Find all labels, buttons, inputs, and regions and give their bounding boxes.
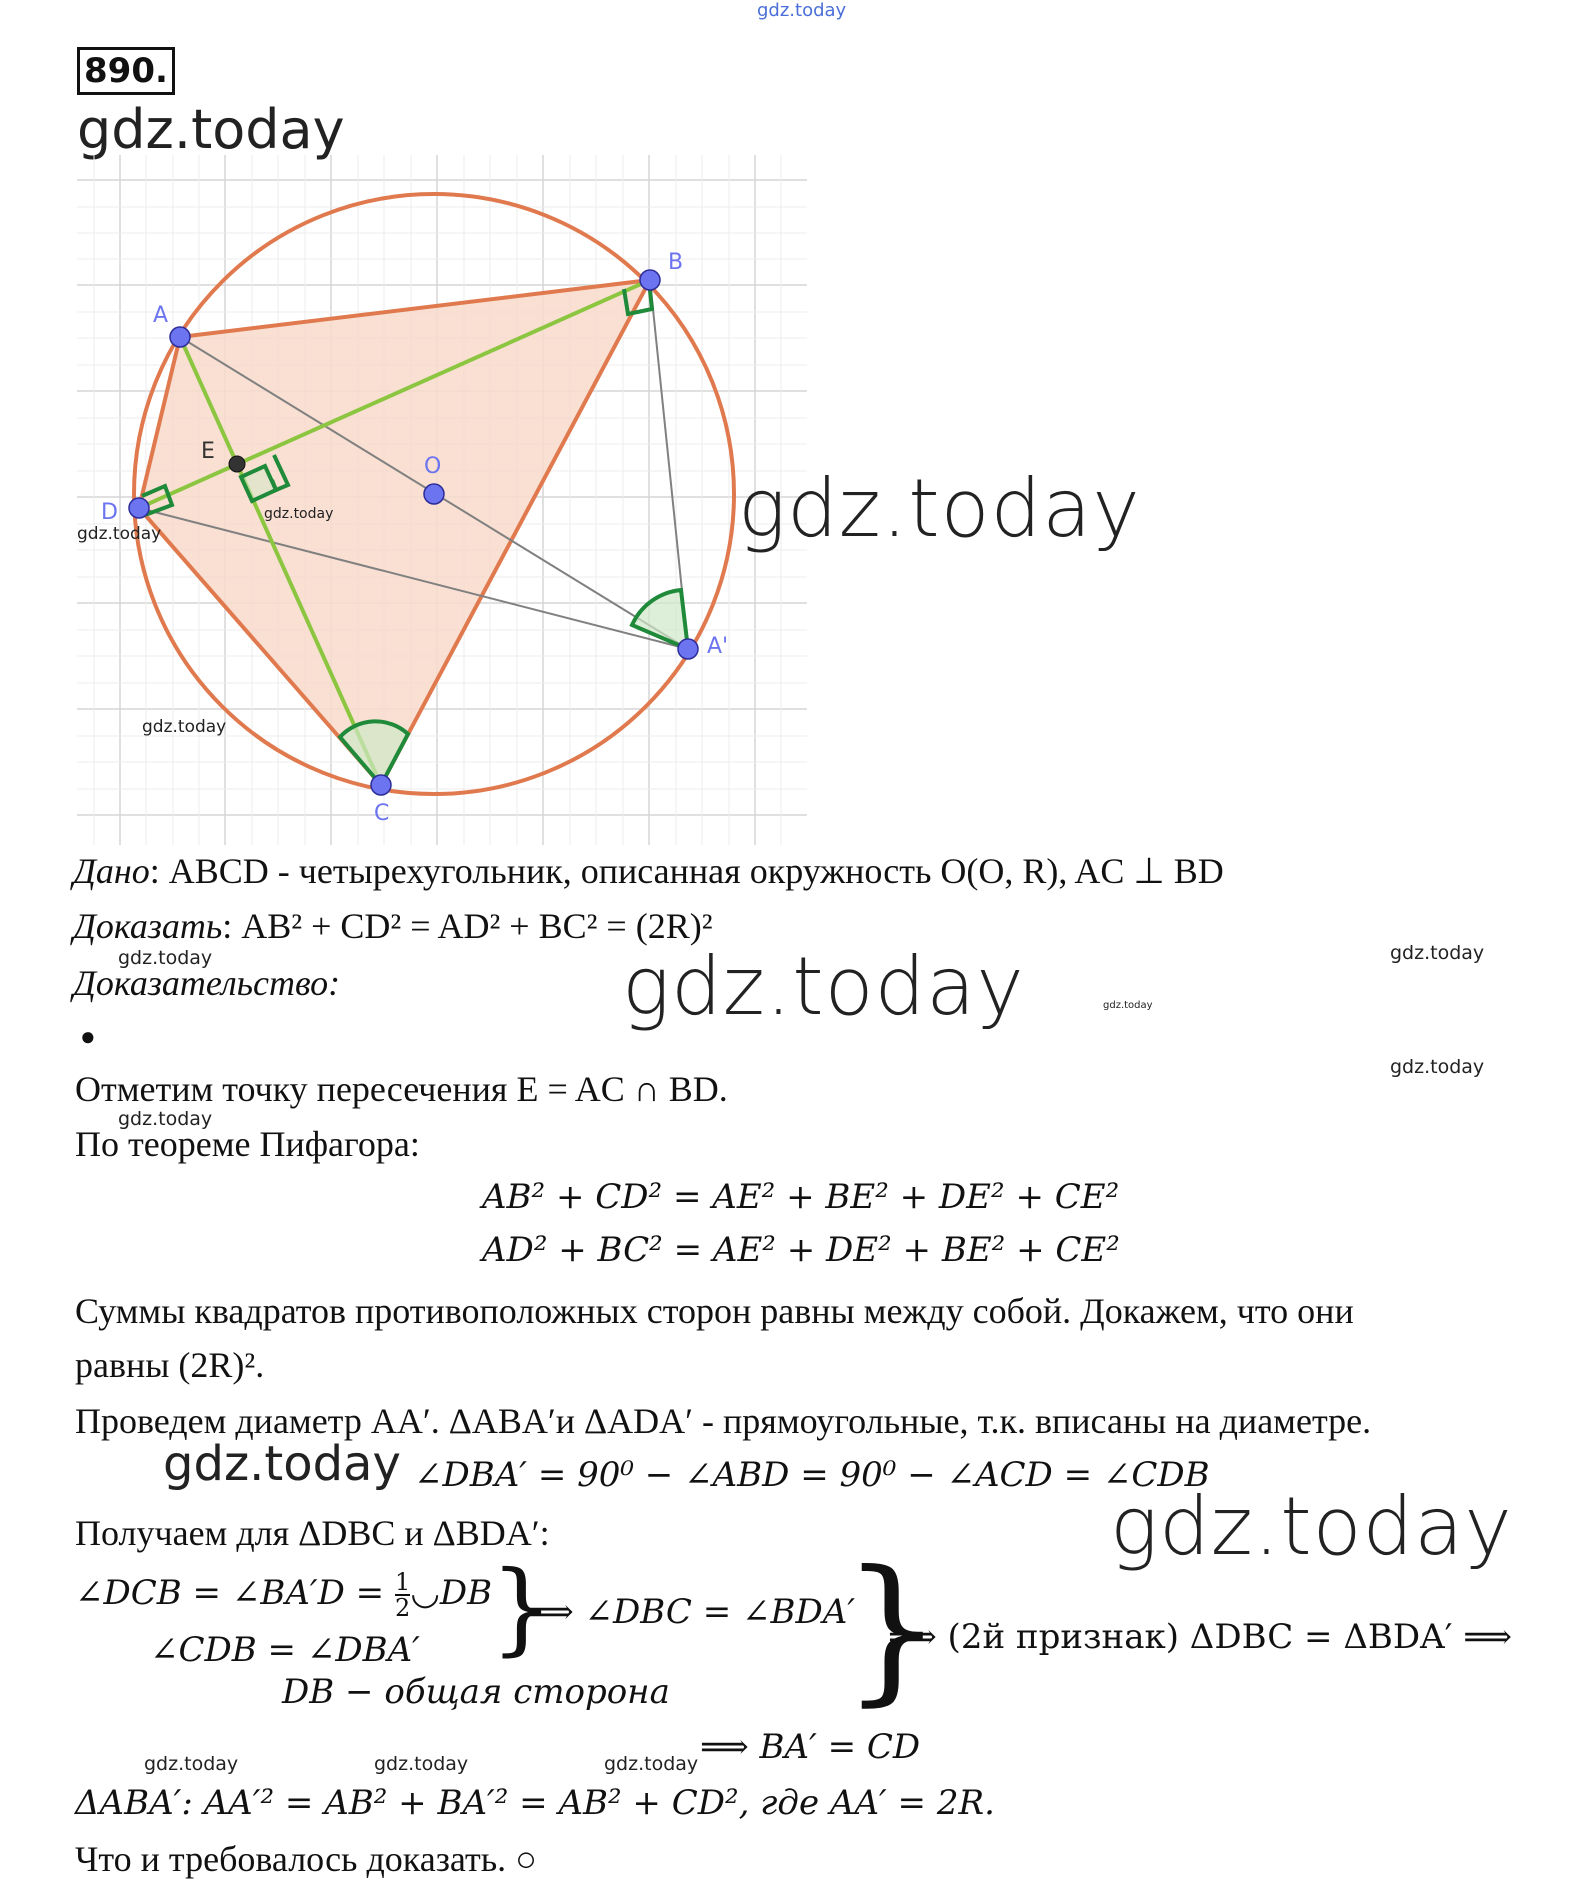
label-O: O: [424, 454, 442, 479]
label-C: C: [374, 801, 390, 826]
watermark: gdz.today: [1390, 942, 1485, 964]
system-middle: ⟹ ∠DBC = ∠BDA′: [525, 1592, 856, 1632]
system-line-2: ∠CDB = ∠DBA′: [150, 1630, 420, 1670]
equation-1: AB² + CD² = AE² + BE² + DE² + CE²: [482, 1177, 1120, 1217]
label-B: B: [668, 250, 684, 275]
system-line-1-left: ∠DCB = ∠BA′D =: [75, 1573, 385, 1613]
watermark: gdz.today: [264, 506, 334, 522]
given-body: : ABCD - четырехугольник, описанная окружность O(O, R), AC ⊥ BD: [149, 851, 1224, 891]
system-line-3: DB − общая сторона: [282, 1672, 670, 1712]
fraction-half: [395, 1570, 410, 1620]
text-line-5: Получаем для ΔDBC и ΔBDA′:: [75, 1513, 550, 1553]
equation-2: AD² + BC² = AE² + DE² + BE² + CE²: [482, 1230, 1120, 1270]
right-brace-inner: }: [490, 1549, 554, 1666]
watermark: gdz.today: [1110, 1480, 1513, 1573]
watermark: gdz.today: [77, 98, 345, 161]
geometry-figure: [77, 155, 807, 845]
watermark: gdz.today: [374, 1753, 469, 1775]
text-line-6: ⟹ BA′ = CD: [700, 1727, 921, 1767]
label-A: A: [153, 303, 169, 328]
problem-number: 890.: [77, 47, 175, 95]
proof-label: Доказательство:: [73, 963, 341, 1003]
watermark: gdz.today: [144, 1753, 239, 1775]
system-line-1-right: ◡DB: [410, 1573, 493, 1613]
label-E: E: [201, 439, 215, 464]
watermark: gdz.today: [163, 1436, 401, 1492]
watermark: gdz.today: [1390, 1056, 1485, 1078]
bullet: ●: [80, 1022, 96, 1051]
watermark: gdz.today: [142, 717, 227, 737]
header-watermark: gdz.today: [757, 0, 847, 21]
text-line-3a: Суммы квадратов противоположных сторон равны между собой. Докажем, что они: [75, 1291, 1354, 1331]
text-line-4: Проведем диаметр AA′. ΔABA′и ΔADA′ - прямоугольные, т.к. вписаны на диаметре.: [75, 1401, 1372, 1441]
point-D: [129, 498, 149, 518]
prove-label: Доказать: [73, 906, 223, 946]
label-D: D: [101, 500, 118, 525]
watermark: gdz.today: [1103, 1000, 1153, 1011]
system-line-1: [75, 1570, 492, 1620]
text-line-8: Что и требовалось доказать. ○: [75, 1839, 537, 1879]
given-label: Дано: [73, 851, 150, 891]
point-E: [229, 456, 245, 472]
point-O: [424, 484, 444, 504]
watermark: gdz.today: [118, 947, 213, 969]
text-line-3b: равны (2R)².: [75, 1345, 265, 1385]
system-result: ⟹ (2й признак) ΔDBC = ΔBDA′ ⟹: [888, 1617, 1512, 1657]
point-A-prime: [678, 639, 698, 659]
watermark: gdz.today: [118, 1108, 213, 1130]
watermark: gdz.today: [622, 940, 1025, 1033]
watermark: gdz.today: [738, 462, 1141, 555]
text-line-2: По теореме Пифагора:: [75, 1124, 420, 1164]
fraction-denominator: 2: [394, 1594, 411, 1622]
given-line: [73, 850, 1224, 892]
watermark: gdz.today: [77, 524, 162, 544]
prove-body: : AB² + CD² = AD² + BC² = (2R)²: [222, 906, 713, 946]
point-C: [371, 775, 391, 795]
prove-line: [73, 905, 713, 947]
watermark: gdz.today: [604, 1753, 699, 1775]
point-A: [170, 327, 190, 347]
text-line-7: ΔABA′: AA′² = AB² + BA′² = AB² + CD², где AA′ = 2R.: [75, 1783, 995, 1823]
fraction-numerator: 1: [394, 1568, 411, 1596]
label-A-prime: A': [707, 634, 729, 659]
equation-3: ∠DBA′ = 90⁰ − ∠ABD = 90⁰ − ∠ACD = ∠CDB: [414, 1455, 1210, 1495]
text-line-1: Отметим точку пересечения E = AC ∩ BD.: [75, 1069, 728, 1109]
point-B: [640, 270, 660, 290]
right-brace-outer: }: [842, 1537, 943, 1721]
